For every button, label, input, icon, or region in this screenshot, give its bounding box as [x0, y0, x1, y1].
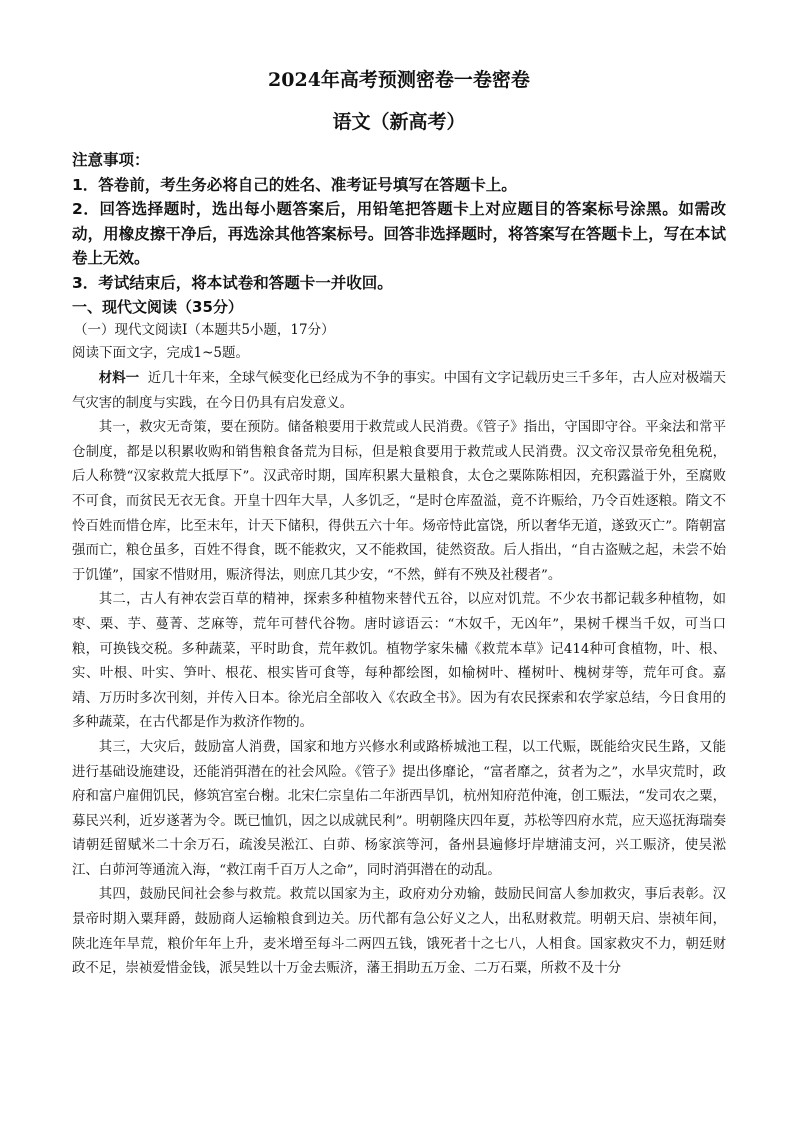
section-heading: 一、现代文阅读（35分） — [72, 298, 243, 316]
exam-subtitle: 语文（新高考） — [332, 111, 466, 133]
notice-heading: 注意事项： — [72, 151, 150, 169]
article-paragraph — [72, 367, 726, 416]
exam-title: 2024年高考预测密卷一卷密卷 — [268, 69, 530, 91]
article-paragraph: 其四，鼓励民间社会参与救荒。救荒以国家为主，政府劝分劝输，鼓励民间富人参加救灾，事后表彰。汉景帝时期入粟拜爵，鼓励商人运输粮食到边关。历代都有急公好义之人，出私财救荒。明朝天启、崇祯年间，陕北连年旱荒，粮价年年上升，麦米增至每斗二两四五钱，饿死者十之七八，人相食。国家救灾不力，朝廷财政不足，崇祯爱惜金钱，派吴甡以十万金去赈济，藩王捐助五万金、二万石粟，所救不及十分 — [72, 887, 726, 977]
reading-instruction: 阅读下面文字，完成1~5题。 — [72, 345, 249, 361]
notice-item-1: 1．答卷前，考生务必将自己的姓名、准考证号填写在答题卡上。 — [72, 175, 517, 194]
material-label: 材料一 — [98, 371, 140, 386]
article-paragraph: 其二，古人有神农尝百草的精神，探索多种植物来替代五谷，以应对饥荒。不少农书都记载多种植物，如枣、栗、芋、蔓菁、芝麻等，荒年可替代谷物。唐时谚语云：“木奴千，无凶年”，果树千棵当千奴，可当口粮，可换钱交税。多种蔬菜，平时助食，荒年救饥。植物学家朱橚《救荒本草》记414种可食植物，叶、根、实、叶根、叶实、笋叶、根花、根实皆可食等，每种都绘图，如榆树叶、槿树叶、槐树芽等，荒年可食。嘉靖、万历时多次刊刻，并传入日本。徐光启全部收入《农政全书》。因为有农民探索和农学家总结，今日食用的多种蔬菜，在古代都是作为救济作物的。 — [72, 592, 726, 731]
notice-item-2: 2．回答选择题时，选出每小题答案后，用铅笔把答题卡上对应题目的答案标号涂黑。如需改动，用橡皮擦干净后，再选涂其他答案标号。回答非选择题时，将答案写在答题卡上，写在本试卷上无效。 — [72, 200, 726, 267]
notice-item-3: 3．考试结束后，将本试卷和答题卡一并收回。 — [72, 273, 393, 292]
article-paragraph-text: 近几十年来，全球气候变化已经成为不争的事实。中国有文字记载历史三千多年，古人应对极端天气灾害的制度与实践，在今日仍具有启发意义。 — [72, 371, 727, 411]
subsection-heading: （一）现代文阅读Ⅰ（本题共5小题，17分） — [74, 322, 335, 338]
article-paragraph: 其一，救灾无奇策，要在预防。储备粮要用于救荒或人民消费。《管子》指出，守国即守谷。平籴法和常平仓制度，都是以积累收购和销售粮食备荒为目标，但是粮食要用于救荒或人民消费。汉文帝汉景帝免租免税，后人称赞“汉家救荒大抵厚下”。汉武帝时期，国库积累大量粮食，太仓之粟陈陈相因，充积露溢于外，至腐败不可食，而贫民无衣无食。开皇十四年大旱，人多饥乏，“是时仓库盈溢，竟不许赈给，乃令百姓逐粮。隋文不怜百姓而惜仓库，比至末年，计天下储积，得供五六十年。炀帝恃此富饶，所以奢华无道，遂致灭亡”。隋朝富强而亡，粮仓虽多，百姓不得食，既不能救灾，又不能救国，徒然资敌。后人指出，“自古盗贼之起，未尝不始于饥馑”，国家不惜财用，赈济得法，则庶几其少安，“不然，鲜有不殃及社稷者”。 — [72, 420, 726, 583]
notice-block — [72, 148, 726, 295]
article-paragraph: 其三，大灾后，鼓励富人消费，国家和地方兴修水利或路桥城池工程，以工代赈，既能给灾民生路，又能进行基础设施建设，还能消弭潜在的社会风险。《管子》提出侈靡论，“富者靡之，贫者为之”，水旱灾荒时，政府和富户雇佣饥民，修筑宫室台榭。北宋仁宗皇佑二年浙西旱饥，杭州知府范仲淹，创工赈法，“发司农之粟，募民兴利，近岁遂著为令。既已恤饥，因之以成就民利”。明朝隆庆四年夏，苏松等四府水荒，应天巡抚海瑞奏请朝廷留赋米二十余万石，疏浚吴淞江、白茆、杨家滨等河，备州县遍修圩岸塘浦支河，兴工赈济，使吴淞江、白茆河等通流入海，“救江南千百万人之命”，同时消弭潜在的动乱。 — [72, 739, 726, 878]
article-body — [72, 367, 726, 982]
